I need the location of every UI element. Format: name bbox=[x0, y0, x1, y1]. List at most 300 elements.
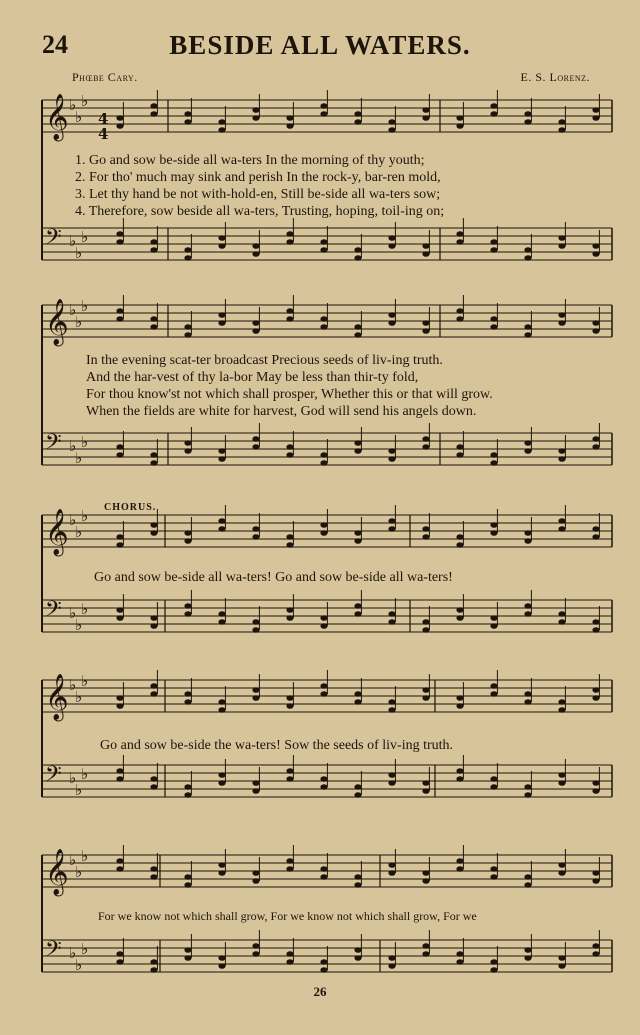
note-head bbox=[218, 127, 225, 133]
note-head bbox=[184, 947, 191, 953]
note-head bbox=[422, 107, 429, 113]
flat-sign-icon: ♭ bbox=[69, 437, 77, 455]
note-head bbox=[252, 107, 259, 113]
note-head bbox=[456, 866, 463, 872]
note-head bbox=[490, 460, 497, 466]
stanza-2-line-2: And the har-vest of thy la-bor May be less than thir-ty fold, bbox=[86, 370, 419, 385]
note-head bbox=[320, 866, 327, 872]
note-head bbox=[592, 695, 599, 701]
stanza-3-line-1: 3. Let thy hand be not with-hold-en, Still be-side all wa-ters sow; bbox=[75, 187, 441, 202]
note-head bbox=[286, 695, 293, 701]
note-head bbox=[184, 324, 191, 330]
note-head bbox=[490, 959, 497, 965]
note-head bbox=[524, 255, 531, 261]
note-head bbox=[490, 776, 497, 782]
stanza-lines-first bbox=[75, 152, 615, 220]
note-head bbox=[116, 607, 123, 613]
note-head bbox=[354, 955, 361, 961]
note-head bbox=[388, 780, 395, 786]
note-head bbox=[456, 607, 463, 613]
note-head bbox=[490, 615, 497, 621]
note-head bbox=[252, 627, 259, 633]
note-head bbox=[456, 695, 463, 701]
note-head bbox=[422, 870, 429, 876]
note-head bbox=[320, 776, 327, 782]
note-head bbox=[320, 522, 327, 528]
note-head bbox=[150, 324, 157, 330]
flat-sign-icon: ♭ bbox=[81, 765, 89, 783]
note-head bbox=[184, 332, 191, 338]
note-head bbox=[252, 251, 259, 257]
note-head bbox=[592, 251, 599, 257]
note-head bbox=[184, 538, 191, 544]
note-head bbox=[286, 951, 293, 957]
note-head bbox=[252, 526, 259, 532]
note-head bbox=[252, 436, 259, 442]
note-head bbox=[218, 611, 225, 617]
note-head bbox=[218, 955, 225, 961]
treble-clef-icon: 𝄞 bbox=[45, 849, 69, 895]
flat-sign-icon: ♭ bbox=[75, 616, 83, 634]
note-head bbox=[354, 792, 361, 798]
note-head bbox=[558, 870, 565, 876]
note-head bbox=[558, 963, 565, 969]
note-head bbox=[592, 619, 599, 625]
note-head bbox=[456, 959, 463, 965]
note-head bbox=[354, 538, 361, 544]
note-head bbox=[422, 320, 429, 326]
note-head bbox=[456, 231, 463, 237]
flat-sign-icon: ♭ bbox=[69, 676, 77, 694]
note-head bbox=[422, 526, 429, 532]
note-head bbox=[150, 959, 157, 965]
note-head bbox=[490, 530, 497, 536]
note-head bbox=[286, 866, 293, 872]
note-head bbox=[150, 776, 157, 782]
note-head bbox=[388, 772, 395, 778]
note-head bbox=[422, 943, 429, 949]
note-head bbox=[558, 448, 565, 454]
note-head bbox=[184, 440, 191, 446]
note-head bbox=[422, 328, 429, 334]
note-head bbox=[150, 522, 157, 528]
note-head bbox=[150, 967, 157, 973]
note-head bbox=[184, 247, 191, 253]
note-head bbox=[184, 255, 191, 261]
note-head bbox=[218, 619, 225, 625]
chorus-line-3: For we know not which shall grow, For we know not which shall grow, For we bbox=[98, 909, 477, 923]
note-head bbox=[252, 788, 259, 794]
flat-sign-icon: ♭ bbox=[75, 688, 83, 706]
note-head bbox=[490, 247, 497, 253]
note-head bbox=[524, 882, 531, 888]
note-head bbox=[388, 127, 395, 133]
note-head bbox=[184, 792, 191, 798]
note-head bbox=[320, 967, 327, 973]
note-head bbox=[592, 951, 599, 957]
note-head bbox=[354, 784, 361, 790]
note-head bbox=[218, 312, 225, 318]
treble-clef-icon: 𝄞 bbox=[45, 674, 69, 720]
note-head bbox=[456, 776, 463, 782]
note-head bbox=[490, 866, 497, 872]
note-head bbox=[252, 115, 259, 121]
note-head bbox=[252, 951, 259, 957]
note-head bbox=[422, 619, 429, 625]
note-head bbox=[116, 308, 123, 314]
note-head bbox=[286, 703, 293, 709]
note-head bbox=[320, 247, 327, 253]
note-head bbox=[388, 448, 395, 454]
note-head bbox=[286, 123, 293, 129]
time-signature-bottom: 4 bbox=[98, 125, 109, 143]
bass-clef-icon: 𝄢 bbox=[45, 430, 62, 460]
note-head bbox=[150, 247, 157, 253]
note-head bbox=[320, 615, 327, 621]
flat-sign-icon: ♭ bbox=[75, 863, 83, 881]
note-head bbox=[558, 611, 565, 617]
stanza-1-line-2: In the evening scat-ter broadcast Precious seeds of liv-ing truth. bbox=[86, 353, 443, 368]
flat-sign-icon: ♭ bbox=[81, 228, 89, 246]
note-head bbox=[354, 332, 361, 338]
note-head bbox=[320, 623, 327, 629]
lyricist-credit: Phœbe Cary. bbox=[72, 70, 138, 84]
bass-clef-icon: 𝄢 bbox=[45, 937, 62, 967]
note-head bbox=[184, 530, 191, 536]
note-head bbox=[558, 707, 565, 713]
note-head bbox=[116, 768, 123, 774]
flat-sign-icon: ♭ bbox=[81, 847, 89, 865]
note-head bbox=[116, 231, 123, 237]
note-head bbox=[218, 772, 225, 778]
note-head bbox=[456, 308, 463, 314]
note-head bbox=[184, 448, 191, 454]
note-head bbox=[286, 534, 293, 540]
stanza-4-line-2: When the fields are white for harvest, God will send his angels down. bbox=[86, 404, 477, 419]
note-head bbox=[558, 456, 565, 462]
note-head bbox=[422, 243, 429, 249]
note-head bbox=[184, 955, 191, 961]
flat-sign-icon: ♭ bbox=[81, 672, 89, 690]
note-head bbox=[592, 115, 599, 121]
flat-sign-icon: ♭ bbox=[75, 956, 83, 974]
flat-sign-icon: ♭ bbox=[69, 96, 77, 114]
note-head bbox=[150, 691, 157, 697]
flat-sign-icon: ♭ bbox=[81, 92, 89, 110]
note-head bbox=[524, 955, 531, 961]
note-head bbox=[558, 526, 565, 532]
chorus-line-2: Go and sow be-side the wa-ters! Sow the seeds of liv-ing truth. bbox=[100, 738, 454, 753]
flat-sign-icon: ♭ bbox=[75, 781, 83, 799]
note-head bbox=[490, 784, 497, 790]
note-head bbox=[150, 239, 157, 245]
note-head bbox=[490, 522, 497, 528]
note-head bbox=[218, 780, 225, 786]
note-head bbox=[252, 243, 259, 249]
note-head bbox=[388, 707, 395, 713]
chorus-label: CHORUS. bbox=[104, 502, 157, 513]
stanza-4-line-1: 4. Therefore, sow beside all wa-ters, Trusting, hoping, toil-ing on; bbox=[75, 204, 445, 219]
note-head bbox=[116, 959, 123, 965]
note-head bbox=[524, 247, 531, 253]
note-head bbox=[354, 448, 361, 454]
note-head bbox=[592, 526, 599, 532]
stanza-1-line-1: 1. Go and sow be-side all wa-ters In the morning of thy youth; bbox=[75, 153, 425, 168]
note-head bbox=[422, 788, 429, 794]
note-head bbox=[592, 107, 599, 113]
note-head bbox=[354, 119, 361, 125]
note-head bbox=[524, 603, 531, 609]
note-head bbox=[456, 615, 463, 621]
note-head bbox=[592, 627, 599, 633]
note-head bbox=[354, 699, 361, 705]
note-head bbox=[320, 452, 327, 458]
flat-sign-icon: ♭ bbox=[75, 523, 83, 541]
flat-sign-icon: ♭ bbox=[69, 604, 77, 622]
note-head bbox=[524, 947, 531, 953]
note-head bbox=[320, 111, 327, 117]
note-head bbox=[286, 542, 293, 548]
note-head bbox=[592, 436, 599, 442]
note-head bbox=[320, 874, 327, 880]
footer-page-number: 26 bbox=[313, 984, 327, 999]
note-head bbox=[592, 243, 599, 249]
note-head bbox=[150, 460, 157, 466]
note-head bbox=[286, 452, 293, 458]
note-head bbox=[218, 448, 225, 454]
note-head bbox=[558, 619, 565, 625]
note-head bbox=[354, 882, 361, 888]
flat-sign-icon: ♭ bbox=[75, 244, 83, 262]
composer-credit: E. S. Lorenz. bbox=[520, 70, 590, 84]
note-head bbox=[354, 603, 361, 609]
note-head bbox=[218, 456, 225, 462]
note-head bbox=[592, 943, 599, 949]
note-head bbox=[592, 870, 599, 876]
note-head bbox=[184, 784, 191, 790]
note-head bbox=[354, 247, 361, 253]
flat-sign-icon: ♭ bbox=[81, 297, 89, 315]
note-head bbox=[286, 231, 293, 237]
page-number: 24 bbox=[42, 30, 68, 59]
note-head bbox=[422, 251, 429, 257]
note-head bbox=[422, 878, 429, 884]
note-head bbox=[388, 955, 395, 961]
note-head bbox=[388, 611, 395, 617]
note-head bbox=[558, 312, 565, 318]
note-head bbox=[354, 530, 361, 536]
note-head bbox=[252, 780, 259, 786]
note-head bbox=[388, 870, 395, 876]
note-head bbox=[116, 123, 123, 129]
note-head bbox=[388, 243, 395, 249]
note-head bbox=[592, 534, 599, 540]
note-head bbox=[150, 866, 157, 872]
note-head bbox=[422, 534, 429, 540]
note-head bbox=[320, 103, 327, 109]
treble-clef-icon: 𝄞 bbox=[45, 509, 69, 555]
note-head bbox=[388, 235, 395, 241]
note-head bbox=[524, 324, 531, 330]
note-head bbox=[388, 320, 395, 326]
note-head bbox=[150, 452, 157, 458]
note-head bbox=[422, 780, 429, 786]
note-head bbox=[184, 882, 191, 888]
note-head bbox=[558, 518, 565, 524]
note-head bbox=[490, 683, 497, 689]
note-head bbox=[592, 687, 599, 693]
note-head bbox=[320, 460, 327, 466]
note-head bbox=[116, 776, 123, 782]
note-head bbox=[218, 870, 225, 876]
flat-sign-icon: ♭ bbox=[81, 507, 89, 525]
note-head bbox=[286, 959, 293, 965]
flat-sign-icon: ♭ bbox=[69, 769, 77, 787]
note-head bbox=[116, 239, 123, 245]
note-head bbox=[558, 862, 565, 868]
note-head bbox=[150, 623, 157, 629]
note-head bbox=[490, 324, 497, 330]
note-head bbox=[524, 691, 531, 697]
note-head bbox=[354, 611, 361, 617]
note-head bbox=[490, 111, 497, 117]
note-head bbox=[286, 115, 293, 121]
note-head bbox=[116, 444, 123, 450]
stanza-2-line-1: 2. For tho' much may sink and perish In the rock-y, bar-ren mold, bbox=[75, 170, 441, 185]
note-head bbox=[150, 615, 157, 621]
note-head bbox=[558, 772, 565, 778]
note-head bbox=[252, 878, 259, 884]
note-head bbox=[116, 534, 123, 540]
note-head bbox=[558, 127, 565, 133]
note-head bbox=[456, 239, 463, 245]
note-head bbox=[218, 320, 225, 326]
note-head bbox=[252, 695, 259, 701]
note-head bbox=[558, 955, 565, 961]
note-head bbox=[456, 534, 463, 540]
note-head bbox=[218, 119, 225, 125]
note-head bbox=[456, 951, 463, 957]
note-head bbox=[218, 862, 225, 868]
flat-sign-icon: ♭ bbox=[69, 301, 77, 319]
flat-sign-icon: ♭ bbox=[69, 944, 77, 962]
note-head bbox=[558, 699, 565, 705]
note-head bbox=[116, 316, 123, 322]
stanza-3-line-2: For thou know'st not which shall prosper, Whether this or that will grow. bbox=[86, 387, 493, 402]
note-head bbox=[592, 878, 599, 884]
note-head bbox=[150, 103, 157, 109]
note-head bbox=[388, 312, 395, 318]
note-head bbox=[524, 699, 531, 705]
note-head bbox=[116, 615, 123, 621]
hymn-title: BESIDE ALL WATERS. bbox=[169, 30, 471, 60]
note-head bbox=[524, 784, 531, 790]
note-head bbox=[592, 780, 599, 786]
note-head bbox=[354, 111, 361, 117]
note-head bbox=[320, 530, 327, 536]
note-head bbox=[558, 119, 565, 125]
note-head bbox=[252, 619, 259, 625]
note-head bbox=[490, 239, 497, 245]
time-signature-top: 4 bbox=[98, 110, 109, 128]
note-head bbox=[184, 699, 191, 705]
note-head bbox=[524, 440, 531, 446]
flat-sign-icon: ♭ bbox=[81, 600, 89, 618]
note-head bbox=[286, 444, 293, 450]
note-head bbox=[184, 111, 191, 117]
note-head bbox=[524, 119, 531, 125]
note-head bbox=[388, 862, 395, 868]
note-head bbox=[320, 324, 327, 330]
note-head bbox=[558, 243, 565, 249]
note-head bbox=[388, 456, 395, 462]
note-head bbox=[388, 518, 395, 524]
note-head bbox=[524, 792, 531, 798]
note-head bbox=[524, 874, 531, 880]
note-head bbox=[252, 444, 259, 450]
note-head bbox=[320, 239, 327, 245]
note-head bbox=[456, 858, 463, 864]
chorus-line-1: Go and sow be-side all wa-ters! Go and sow be-side all wa-ters! bbox=[94, 570, 453, 585]
note-head bbox=[184, 691, 191, 697]
note-head bbox=[558, 780, 565, 786]
note-head bbox=[252, 534, 259, 540]
note-head bbox=[524, 448, 531, 454]
note-head bbox=[320, 959, 327, 965]
note-head bbox=[592, 444, 599, 450]
note-head bbox=[286, 239, 293, 245]
note-head bbox=[524, 332, 531, 338]
note-head bbox=[422, 115, 429, 121]
note-head bbox=[218, 526, 225, 532]
note-head bbox=[354, 947, 361, 953]
note-head bbox=[422, 695, 429, 701]
stanza-lines-second bbox=[86, 352, 626, 420]
flat-sign-icon: ♭ bbox=[81, 940, 89, 958]
note-head bbox=[354, 874, 361, 880]
note-head bbox=[286, 768, 293, 774]
note-head bbox=[320, 784, 327, 790]
note-head bbox=[218, 707, 225, 713]
note-head bbox=[524, 538, 531, 544]
note-head bbox=[388, 699, 395, 705]
flat-sign-icon: ♭ bbox=[69, 851, 77, 869]
note-head bbox=[252, 870, 259, 876]
treble-clef-icon: 𝄞 bbox=[45, 94, 69, 140]
note-head bbox=[388, 526, 395, 532]
note-head bbox=[456, 703, 463, 709]
note-head bbox=[150, 874, 157, 880]
bass-clef-icon: 𝄢 bbox=[45, 597, 62, 627]
note-head bbox=[422, 951, 429, 957]
note-head bbox=[490, 316, 497, 322]
note-head bbox=[150, 784, 157, 790]
note-head bbox=[388, 963, 395, 969]
note-head bbox=[286, 308, 293, 314]
note-head bbox=[150, 316, 157, 322]
note-head bbox=[592, 328, 599, 334]
note-head bbox=[422, 687, 429, 693]
note-head bbox=[422, 436, 429, 442]
note-head bbox=[286, 316, 293, 322]
note-head bbox=[184, 603, 191, 609]
note-head bbox=[524, 611, 531, 617]
note-head bbox=[252, 687, 259, 693]
note-head bbox=[558, 235, 565, 241]
note-head bbox=[286, 776, 293, 782]
flat-sign-icon: ♭ bbox=[81, 433, 89, 451]
note-head bbox=[388, 619, 395, 625]
